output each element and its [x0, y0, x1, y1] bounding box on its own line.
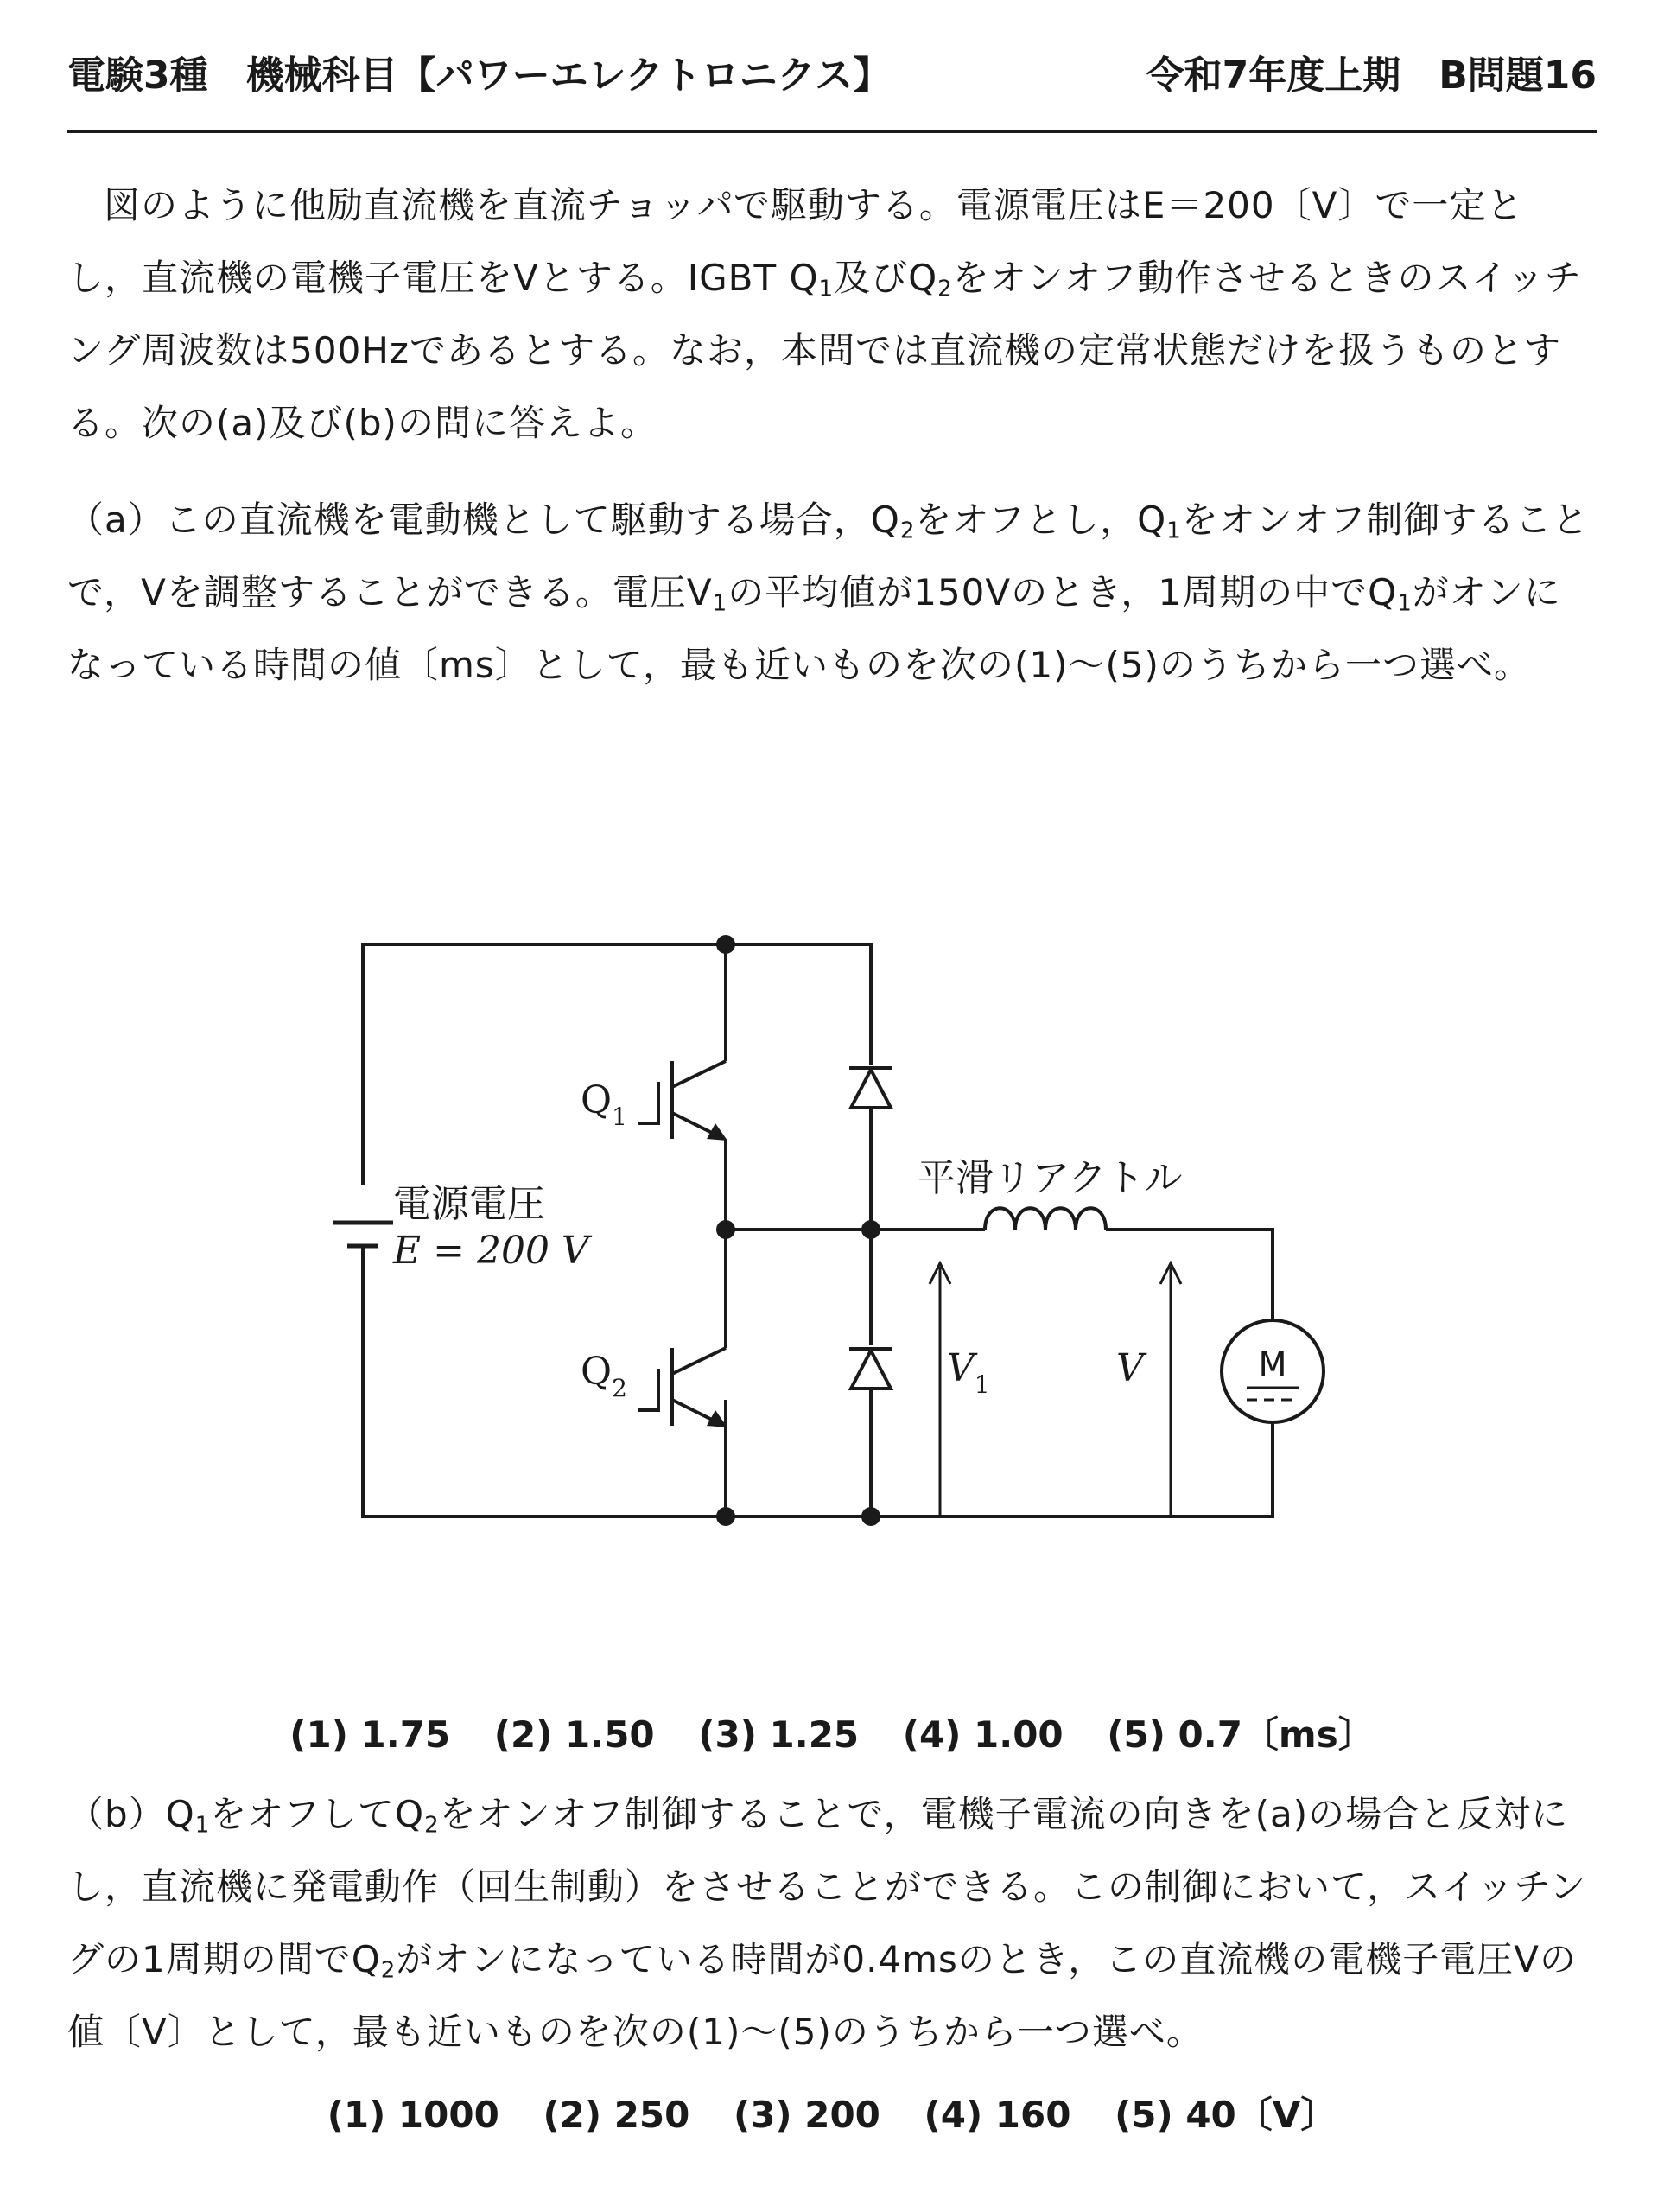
v-arrow	[1160, 1263, 1181, 1516]
intro-text-2: 及びQ	[834, 257, 938, 299]
q1-label: $Q_1$	[581, 1078, 627, 1131]
qb-text-3: をオンオフ制御することで，電機子電流の向きを(a)の場合と反対にし，直流機に発電動作（回生制動）をさせることができる。この制御において，スイッチングの1周期の間でQ	[67, 1793, 1587, 1980]
junction-dot	[861, 1220, 880, 1239]
choice-a-4[interactable]: (4) 1.00	[902, 1713, 1064, 1756]
header-problem-id: 令和7年度上期 B問題16	[1146, 54, 1597, 98]
q2-collector-leg	[672, 1348, 726, 1374]
intro-sub-1: 1	[818, 276, 835, 302]
junction-dot	[716, 935, 735, 954]
qa-sub-1: 2	[899, 518, 916, 544]
qa-sub-4: 1	[1397, 590, 1413, 617]
diode-lower-triangle	[851, 1351, 891, 1389]
diode-lower-symbol	[849, 1349, 892, 1389]
diode-upper-symbol	[849, 1068, 892, 1108]
qb-text-4: がオンになっている時間が0.4msのとき，この直流機の電機子電圧Vの値〔V〕として，最も近いものを次の(1)〜(5)のうちから一つ選べ。	[67, 1938, 1577, 2053]
source-name-label: 電源電圧	[393, 1182, 545, 1226]
choice-b-1[interactable]: (1) 1000	[327, 2094, 499, 2136]
igbt-q2-symbol	[638, 1322, 727, 1427]
smoothing-reactor-coil	[985, 1208, 1106, 1230]
choice-a-2[interactable]: (2) 1.50	[493, 1713, 655, 1756]
wire-to-motor	[1106, 1230, 1273, 1320]
v-label: V	[1116, 1346, 1144, 1390]
reactor-label: 平滑リアクトル	[918, 1156, 1183, 1200]
choice-b-5[interactable]: (5) 40〔V〕	[1115, 2094, 1337, 2136]
qa-text-2: をオフとし，Q	[915, 499, 1167, 541]
qb-sub-2: 2	[424, 1812, 440, 1839]
choice-b-4[interactable]: (4) 160	[924, 2094, 1071, 2136]
q2-label: $Q_2$	[581, 1350, 627, 1402]
qa-sub-2: 1	[1166, 518, 1182, 544]
choice-a-5[interactable]: (5) 0.7〔ms〕	[1107, 1713, 1375, 1756]
qa-text-5: がオンになっている時間の値〔ms〕として，最も近いものを次の(1)〜(5)のうちから一つ選べ。	[67, 571, 1561, 686]
choice-a-1[interactable]: (1) 1.75	[289, 1713, 451, 1756]
q2-gate	[638, 1369, 658, 1410]
qb-sub-1: 1	[194, 1812, 211, 1839]
choices-b	[0, 2089, 1664, 2141]
qa-text-4: の平均値が150Vのとき，1周期の中でQ	[727, 571, 1398, 613]
v1-label: $V_1$	[947, 1346, 990, 1399]
qb-text-1: （b）Q	[67, 1793, 195, 1835]
q1-collector-leg	[672, 1061, 726, 1087]
choice-b-3[interactable]: (3) 200	[734, 2094, 880, 2136]
dc-source-symbol	[333, 1223, 393, 1246]
header-subject: 電験3種 機械科目【パワーエレクトロニクス】	[67, 54, 892, 98]
choices-a	[0, 1709, 1664, 1761]
choice-b-2[interactable]: (2) 250	[543, 2094, 690, 2136]
intro-text-1: 図のように他励直流機を直流チョッパで駆動する。電源電圧はE＝200〔V〕で一定とし，直流機の電機子電圧をVとする。IGBT Q	[67, 184, 1524, 299]
qa-text-1: （a）この直流機を電動機として駆動する場合，Q	[67, 499, 900, 541]
qa-text-3: をオンオフ制御することで，Vを調整することができる。電圧V	[67, 499, 1590, 613]
motor-label: M	[1258, 1345, 1287, 1383]
diode-upper-triangle	[851, 1070, 891, 1108]
intro-text-3: をオンオフ動作させるときのスイッチング周波数は500Hzであるとする。なお，本問では直流機の定常状態だけを扱うものとする。次の(a)及び(b)の問に答えよ。	[67, 257, 1582, 444]
junction-dot	[861, 1507, 880, 1526]
wire-top	[363, 944, 871, 1185]
qa-sub-3: 1	[712, 590, 728, 617]
choice-a-3[interactable]: (3) 1.25	[698, 1713, 860, 1756]
qb-text-2: をオフしてQ	[210, 1793, 425, 1835]
junction-dot	[716, 1220, 735, 1239]
q1-gate	[638, 1082, 658, 1123]
source-value-label: E = 200 V	[393, 1229, 589, 1273]
intro-sub-2: 2	[937, 276, 953, 302]
question-b	[67, 1778, 1597, 2069]
igbt-q1-symbol	[638, 1061, 727, 1141]
qb-sub-3: 2	[380, 1957, 397, 1984]
junction-dot	[716, 1507, 735, 1526]
